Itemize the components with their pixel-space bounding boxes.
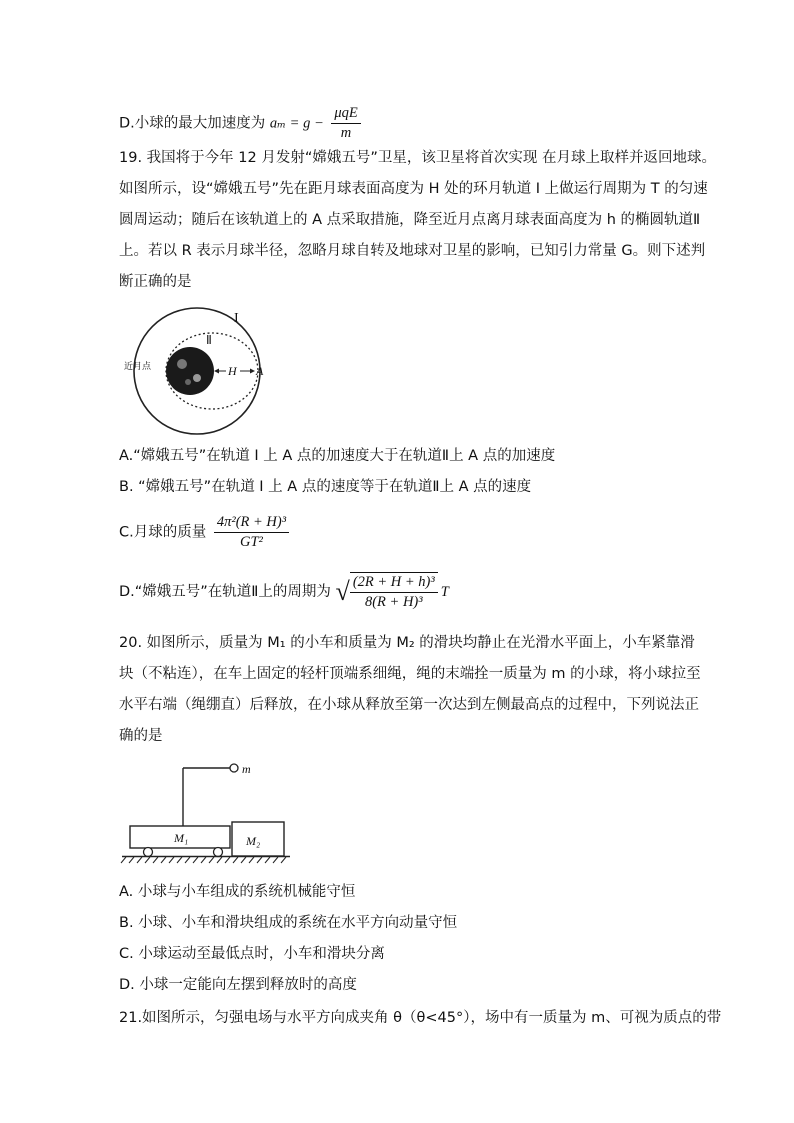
q19-option-c bbox=[119, 513, 292, 552]
label-point-a: A bbox=[256, 364, 264, 378]
label-perilune: 近月点 bbox=[124, 362, 152, 372]
q19-option-c-fraction bbox=[214, 513, 289, 552]
q18-option-d-prefix: D.小球的最大加速度为 bbox=[119, 115, 266, 132]
q19-option-d-prefix: D.“嫦娥五号”在轨道Ⅱ上的周期为 bbox=[119, 584, 331, 600]
q19-option-c-numerator: 4π²(R + H)³ bbox=[214, 513, 289, 533]
label-cart: M₁ bbox=[174, 831, 189, 845]
label-ball: m bbox=[242, 762, 251, 776]
q20-stem-line-4: 确的是 bbox=[119, 728, 163, 744]
q20-option-c: C. 小球运动至最低点时，小车和滑块分离 bbox=[119, 946, 385, 962]
label-height: H bbox=[228, 364, 237, 378]
moon bbox=[166, 347, 214, 395]
q18-option-d-denominator: m bbox=[340, 125, 352, 141]
q19-stem-line-2: 如图所示，设“嫦娥五号”先在距月球表面高度为 H 处的环月轨道 I 上做运行周期为 T 的匀速 bbox=[119, 181, 708, 197]
q19-option-c-prefix: C.月球的质量 bbox=[119, 524, 207, 541]
label-block: M₂ bbox=[246, 834, 261, 848]
q19-option-c-denominator: GT² bbox=[240, 534, 263, 550]
q19-stem-line-5: 断正确的是 bbox=[119, 274, 192, 290]
q20-stem-line-2: 块（不粘连），在车上固定的轻杆顶端系细绳，绳的末端拴一质量为 m 的小球，将小球拉至 bbox=[119, 666, 701, 682]
q19-orbit-figure bbox=[118, 300, 278, 440]
q19-option-d bbox=[119, 572, 449, 612]
q19-option-b: B. “嫦娥五号”在轨道 I 上 A 点的速度等于在轨道Ⅱ上 A 点的速度 bbox=[119, 479, 532, 495]
height-arrowhead-left bbox=[214, 369, 219, 374]
q21-stem-line-1: 21.如图所示，匀强电场与水平方向成夹角 θ（θ<45°），场中有一质量为 m、可视为质点的带 bbox=[119, 1010, 722, 1026]
q18-option-d bbox=[119, 104, 364, 143]
q19-option-d-denominator: 8(R + H)³ bbox=[364, 594, 423, 610]
q19-stem-line-4: 上。若以 R 表示月球半径，忽略月球自转及地球对卫星的影响，已知引力常量 G。则下述判 bbox=[119, 243, 706, 259]
q20-cart-figure bbox=[118, 756, 298, 864]
q19-option-d-suffix: T bbox=[440, 584, 449, 600]
q19-stem-line-1: 19. 我国将于今年 12 月发射“嫦娥五号”卫星，该卫星将首次实现 在月球上取样并返回地球。 bbox=[119, 150, 716, 166]
label-orbit-1: I bbox=[234, 311, 239, 326]
q20-option-a: A. 小球与小车组成的系统机械能守恒 bbox=[119, 884, 356, 900]
q18-option-d-fraction bbox=[331, 104, 360, 143]
q20-option-b: B. 小球、小车和滑块组成的系统在水平方向动量守恒 bbox=[119, 915, 458, 931]
q20-stem-line-1: 20. 如图所示，质量为 M₁ 的小车和质量为 M₂ 的滑块均静止在光滑水平面上，小车紧靠滑 bbox=[119, 635, 695, 651]
sqrt-sign: √ bbox=[335, 577, 350, 606]
moon-patch-1 bbox=[177, 359, 187, 369]
moon-patch-2 bbox=[193, 374, 201, 382]
q19-option-d-fraction bbox=[350, 572, 438, 612]
q18-option-d-numerator: μqE bbox=[331, 104, 360, 124]
height-arrowhead-right bbox=[250, 369, 255, 374]
ground-hatching bbox=[121, 857, 286, 863]
q19-option-a: A.“嫦娥五号”在轨道 I 上 A 点的加速度大于在轨道Ⅱ上 A 点的加速度 bbox=[119, 448, 556, 464]
label-orbit-2: Ⅱ bbox=[206, 333, 212, 347]
cart-wheel-right bbox=[214, 848, 223, 857]
cart-wheel-left bbox=[144, 848, 153, 857]
moon-patch-3 bbox=[185, 379, 191, 385]
q19-stem-line-3: 圆周运动；随后在该轨道上的 A 点采取措施，降至近月点离月球表面高度为 h 的椭圆轨道Ⅱ bbox=[119, 212, 701, 228]
q18-option-d-formula-lhs: aₘ = g − bbox=[269, 115, 324, 132]
q20-option-d: D. 小球一定能向左摆到释放时的高度 bbox=[119, 977, 357, 993]
q19-option-d-numerator: (2R + H + h)³ bbox=[350, 573, 438, 593]
ball bbox=[230, 764, 238, 772]
q20-stem-line-3: 水平右端（绳绷直）后释放，在小球从释放至第一次达到左侧最高点的过程中，下列说法正 bbox=[119, 697, 699, 713]
